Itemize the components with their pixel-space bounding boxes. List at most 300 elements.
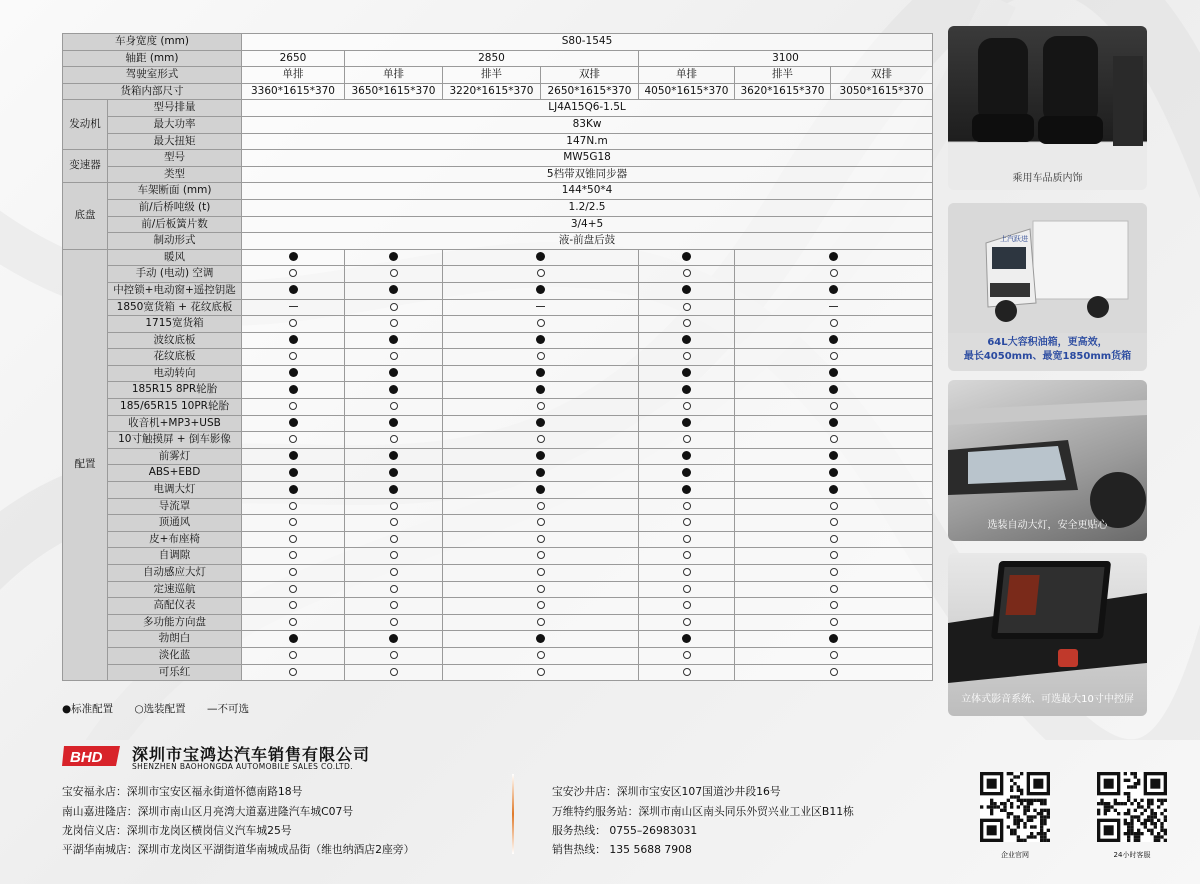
standard-dot-icon [536, 368, 545, 377]
qr-module [1037, 799, 1040, 802]
config-label: 高配仪表 [108, 598, 242, 615]
config-mark [639, 498, 735, 515]
qr-module [1157, 839, 1160, 842]
qr-module [1043, 839, 1046, 842]
qr-module [1130, 772, 1133, 775]
qr-finder [1104, 779, 1114, 789]
spec-row-chassis [63, 216, 933, 233]
standard-dot-icon [682, 285, 691, 294]
config-mark [735, 382, 933, 399]
qr-module [1164, 829, 1167, 832]
qr-module [1033, 835, 1036, 838]
qr-module [1124, 792, 1127, 795]
qr-module [1040, 809, 1043, 812]
spec-value: 147N.m [242, 133, 933, 150]
optional-circle-icon [537, 352, 545, 360]
qr-module [1130, 832, 1133, 835]
qr-module [1164, 809, 1167, 812]
cargo-size: 2650*1615*370 [541, 83, 639, 100]
qr-module [1127, 829, 1130, 832]
config-mark [639, 515, 735, 532]
config-mark [242, 432, 345, 449]
company-name-cn: 深圳市宝鸿达汽车销售有限公司 [132, 745, 371, 764]
config-label: 自调隙 [108, 548, 242, 565]
standard-dot-icon [389, 252, 398, 261]
optional-circle-icon [289, 551, 297, 559]
qr-module [1003, 802, 1006, 805]
standard-dot-icon [536, 418, 545, 427]
photo-caption-screen: 立体式影音系统、可选最大10寸中控屏 [961, 694, 1134, 705]
qr-module [1150, 799, 1153, 802]
optional-circle-icon [683, 535, 691, 543]
qr-code-service[interactable] [1097, 772, 1167, 842]
optional-circle-icon [830, 601, 838, 609]
optional-circle-icon [830, 668, 838, 676]
optional-circle-icon [683, 568, 691, 576]
qr-module [1124, 812, 1127, 815]
spec-label: 车架断面 (mm) [108, 183, 242, 200]
qr-module [1124, 819, 1127, 822]
header-row-cab [63, 67, 933, 84]
qr-module [1150, 832, 1153, 835]
config-mark [639, 282, 735, 299]
spec-label: 类型 [108, 166, 242, 183]
spec-value: LJ4A15Q6-1.5L [242, 100, 933, 117]
config-mark [735, 565, 933, 582]
wheelbase-label: 轴距 (mm) [63, 50, 242, 67]
qr-module [1010, 805, 1013, 808]
qr-module [1017, 822, 1020, 825]
logo-text: BHD [70, 749, 103, 766]
standard-dot-icon [389, 451, 398, 460]
config-mark [242, 299, 345, 316]
optional-circle-icon [830, 535, 838, 543]
config-mark [735, 614, 933, 631]
config-mark [242, 316, 345, 333]
qr-module [1130, 785, 1133, 788]
config-label: 自动感应大灯 [108, 565, 242, 582]
config-mark [345, 415, 443, 432]
qr-module [1037, 832, 1040, 835]
spec-row-chassis [63, 183, 933, 200]
config-mark [242, 349, 345, 366]
header-row-cargo [63, 83, 933, 100]
config-mark [345, 249, 443, 266]
config-mark [443, 365, 639, 382]
standard-dot-icon [389, 468, 398, 477]
qr-module [1104, 802, 1107, 805]
config-mark [443, 614, 639, 631]
qr-finder [987, 825, 997, 835]
optional-circle-icon [289, 502, 297, 510]
standard-dot-icon [829, 468, 838, 477]
store-longgang: 龙岗信义店：深圳市龙岗区横岗信义汽车城25号 [62, 824, 292, 837]
config-mark [443, 316, 639, 333]
standard-dot-icon [536, 634, 545, 643]
qr-module [990, 809, 993, 812]
qr-module [1127, 812, 1130, 815]
optional-circle-icon [830, 551, 838, 559]
qr-module [1023, 812, 1026, 815]
optional-circle-icon [390, 319, 398, 327]
qr-module [1007, 815, 1010, 818]
config-label: 导流罩 [108, 498, 242, 515]
qr-module [1137, 779, 1140, 782]
optional-circle-icon [289, 618, 297, 626]
qr-module [1104, 809, 1107, 812]
config-row [63, 266, 933, 283]
qr-module [1137, 835, 1140, 838]
qr-module [1013, 829, 1016, 832]
config-mark [345, 365, 443, 382]
qr-module [1010, 772, 1013, 775]
qr-module [1000, 802, 1003, 805]
config-label: 多功能方向盘 [108, 614, 242, 631]
qr-module [1003, 809, 1006, 812]
qr-module [1144, 822, 1147, 825]
qr-module [1127, 795, 1130, 798]
qr-module [1150, 802, 1153, 805]
header-row-wheelbase [63, 50, 933, 67]
qr-module [1144, 825, 1147, 828]
qr-module [1027, 805, 1030, 808]
company-name-en: SHENZHEN BAOHONGDA AUTOMOBILE SALES CO.LTD. [132, 762, 353, 771]
optional-circle-icon [683, 269, 691, 277]
photo-caption-headlight: 选装自动大灯，安全更贴心 [987, 520, 1108, 531]
qr-module [1020, 772, 1023, 775]
qr-module [1124, 779, 1127, 782]
qr-module [1137, 832, 1140, 835]
qr-module [1130, 802, 1133, 805]
config-label: 花纹底板 [108, 349, 242, 366]
config-row [63, 598, 933, 615]
config-mark [242, 548, 345, 565]
qr-module [1043, 819, 1046, 822]
optional-circle-icon [390, 402, 398, 410]
qr-module [1040, 822, 1043, 825]
config-mark [639, 548, 735, 565]
qr-module [1097, 809, 1100, 812]
qr-module [1164, 815, 1167, 818]
qr-module [1127, 835, 1130, 838]
config-row [63, 465, 933, 482]
qr-module [1104, 812, 1107, 815]
qr-module [1023, 839, 1026, 842]
truck-brand: 上汽跃进 [1000, 235, 1028, 243]
config-mark [242, 448, 345, 465]
standard-dot-icon [289, 335, 298, 344]
unavailable-dash-icon [289, 306, 298, 307]
qr-module [1137, 839, 1140, 842]
qr-module [1160, 829, 1163, 832]
config-label: 中控锁+电动窗+遥控钥匙 [108, 282, 242, 299]
qr-module [1127, 839, 1130, 842]
qr-module [1120, 802, 1123, 805]
qr-module [1033, 809, 1036, 812]
qr-finder [1150, 779, 1160, 789]
optional-circle-icon [537, 402, 545, 410]
optional-circle-icon [683, 618, 691, 626]
config-mark [443, 399, 639, 416]
config-mark [443, 531, 639, 548]
qr-module [990, 812, 993, 815]
cab-type: 双排 [541, 67, 639, 84]
spec-value: MW5G18 [242, 150, 933, 167]
standard-dot-icon [829, 285, 838, 294]
qr-module [1130, 819, 1133, 822]
qr-module [1130, 825, 1133, 828]
config-mark [345, 448, 443, 465]
config-label: 前雾灯 [108, 448, 242, 465]
qr-module [1027, 802, 1030, 805]
standard-dot-icon [682, 385, 691, 394]
seat-illustration [948, 26, 1147, 190]
config-mark [735, 647, 933, 664]
config-mark [443, 432, 639, 449]
config-mark [443, 565, 639, 582]
qr-module [1160, 835, 1163, 838]
cab-type: 单排 [345, 67, 443, 84]
optional-circle-icon [830, 518, 838, 526]
config-row [63, 515, 933, 532]
qr-module [1154, 835, 1157, 838]
qr-module [1023, 825, 1026, 828]
spec-value: 5档带双锥同步器 [242, 166, 933, 183]
config-mark [639, 614, 735, 631]
config-row [63, 415, 933, 432]
standard-dot-icon [289, 285, 298, 294]
qr-module [1040, 815, 1043, 818]
qr-module [1017, 825, 1020, 828]
standard-dot-icon [536, 385, 545, 394]
qr-module [1160, 799, 1163, 802]
qr-module [1023, 822, 1026, 825]
qr-module [1134, 782, 1137, 785]
qr-module [1010, 795, 1013, 798]
qr-finder [1033, 779, 1043, 789]
standard-dot-icon [536, 468, 545, 477]
optional-circle-icon [289, 568, 297, 576]
photo-headlight [948, 380, 1147, 541]
standard-dot-icon [389, 368, 398, 377]
cab-type: 单排 [639, 67, 735, 84]
optional-circle-icon [390, 518, 398, 526]
qr-module [1127, 792, 1130, 795]
truck-illustration [948, 203, 1147, 333]
optional-circle-icon [390, 303, 398, 311]
config-mark [735, 415, 933, 432]
qr-module [990, 799, 993, 802]
qr-module [1040, 802, 1043, 805]
qr-module [1027, 809, 1030, 812]
qr-module [1147, 799, 1150, 802]
standard-dot-icon [289, 485, 298, 494]
config-mark [345, 282, 443, 299]
config-label: 暖风 [108, 249, 242, 266]
optional-circle-icon [390, 651, 398, 659]
group-label-config: 配置 [63, 249, 108, 680]
config-mark [443, 498, 639, 515]
optional-circle-icon [289, 269, 297, 277]
qr-module [1017, 799, 1020, 802]
qr-module [987, 805, 990, 808]
qr-module [1030, 835, 1033, 838]
wheelbase-value: 2650 [242, 50, 345, 67]
config-mark [242, 515, 345, 532]
spec-label: 型号 [108, 150, 242, 167]
config-mark [735, 482, 933, 499]
config-mark [242, 498, 345, 515]
optional-circle-icon [289, 651, 297, 659]
config-mark [443, 631, 639, 648]
config-row [63, 365, 933, 382]
qr-module [1160, 822, 1163, 825]
qr-module [1007, 825, 1010, 828]
spec-label: 前/后桥吨级 (t) [108, 199, 242, 216]
optional-circle-icon [683, 435, 691, 443]
optional-circle-icon [683, 518, 691, 526]
qr-module [1047, 839, 1050, 842]
config-mark [735, 282, 933, 299]
config-mark [345, 432, 443, 449]
qr-module [1030, 819, 1033, 822]
config-mark [639, 415, 735, 432]
config-mark [735, 631, 933, 648]
config-mark [443, 299, 639, 316]
qr-module [1124, 822, 1127, 825]
qr-module [1030, 815, 1033, 818]
config-label: 淡化蓝 [108, 647, 242, 664]
config-mark [639, 299, 735, 316]
optional-circle-icon [830, 269, 838, 277]
qr-module [1157, 819, 1160, 822]
cargo-size: 3360*1615*370 [242, 83, 345, 100]
config-mark [345, 332, 443, 349]
qr-code-website[interactable] [980, 772, 1050, 842]
qr-module [997, 805, 1000, 808]
qr-module [1047, 829, 1050, 832]
qr-module [1110, 805, 1113, 808]
qr-module [1043, 835, 1046, 838]
qr-module [1124, 802, 1127, 805]
qr-module [1134, 839, 1137, 842]
config-mark [735, 598, 933, 615]
config-row [63, 282, 933, 299]
config-mark [242, 598, 345, 615]
cargo-label: 货箱内部尺寸 [63, 83, 242, 100]
qr-module [1134, 775, 1137, 778]
config-mark [242, 332, 345, 349]
qr-module [1017, 805, 1020, 808]
config-mark [735, 365, 933, 382]
config-mark [735, 349, 933, 366]
qr-module [1104, 805, 1107, 808]
qr-module [1160, 802, 1163, 805]
optional-circle-icon [289, 402, 297, 410]
qr-module [1033, 799, 1036, 802]
qr-module [1017, 815, 1020, 818]
qr-module [1013, 822, 1016, 825]
qr-module [1134, 772, 1137, 775]
config-mark [735, 531, 933, 548]
config-mark [735, 448, 933, 465]
config-mark [345, 631, 443, 648]
optional-circle-icon [683, 585, 691, 593]
qr-module [1040, 835, 1043, 838]
standard-dot-icon [536, 451, 545, 460]
qr-module [1127, 799, 1130, 802]
qr-module [1033, 825, 1036, 828]
qr-module [1164, 832, 1167, 835]
config-row [63, 531, 933, 548]
optional-circle-icon [289, 585, 297, 593]
config-mark [639, 332, 735, 349]
config-mark [735, 399, 933, 416]
qr-module [1140, 822, 1143, 825]
config-mark [345, 515, 443, 532]
config-label: 10寸触摸屏 + 倒车影像 [108, 432, 242, 449]
qr-module [1147, 802, 1150, 805]
config-label: 电调大灯 [108, 482, 242, 499]
config-mark [242, 399, 345, 416]
body-width-value: S80-1545 [242, 34, 933, 51]
unavailable-dash-icon [829, 306, 838, 307]
qr-module [1033, 815, 1036, 818]
standard-dot-icon [289, 385, 298, 394]
config-mark [242, 647, 345, 664]
qr-module [1127, 825, 1130, 828]
qr-module [1027, 819, 1030, 822]
standard-dot-icon [829, 252, 838, 261]
optional-circle-icon [537, 319, 545, 327]
config-label: 手动 (电动) 空调 [108, 266, 242, 283]
qr-module [1007, 812, 1010, 815]
qr-module [1013, 832, 1016, 835]
config-row [63, 664, 933, 681]
qr-module [1017, 819, 1020, 822]
standard-dot-icon [682, 451, 691, 460]
config-label: 1715宽货箱 [108, 316, 242, 333]
config-mark [345, 614, 443, 631]
qr-module [990, 805, 993, 808]
config-mark [242, 266, 345, 283]
config-row [63, 631, 933, 648]
config-mark [639, 581, 735, 598]
config-label: 勃朗白 [108, 631, 242, 648]
qr-module [1017, 785, 1020, 788]
spec-row-engine [63, 133, 933, 150]
config-mark [639, 448, 735, 465]
optional-circle-icon [537, 269, 545, 277]
config-mark [242, 631, 345, 648]
optional-circle-icon [390, 618, 398, 626]
standard-dot-icon [289, 634, 298, 643]
config-mark [345, 482, 443, 499]
standard-dot-icon [536, 252, 545, 261]
qr-module [1127, 785, 1130, 788]
config-label: 185R15 8PR轮胎 [108, 382, 242, 399]
qr-module [1027, 799, 1030, 802]
config-row [63, 614, 933, 631]
optional-circle-icon [830, 435, 838, 443]
config-mark [443, 448, 639, 465]
optional-circle-icon [390, 269, 398, 277]
qr-caption-service: 24小时客服 [1113, 851, 1151, 859]
optional-circle-icon [537, 651, 545, 659]
optional-circle-icon [289, 668, 297, 676]
config-label: 185/65R15 10PR轮胎 [108, 399, 242, 416]
spec-value: 1.2/2.5 [242, 199, 933, 216]
